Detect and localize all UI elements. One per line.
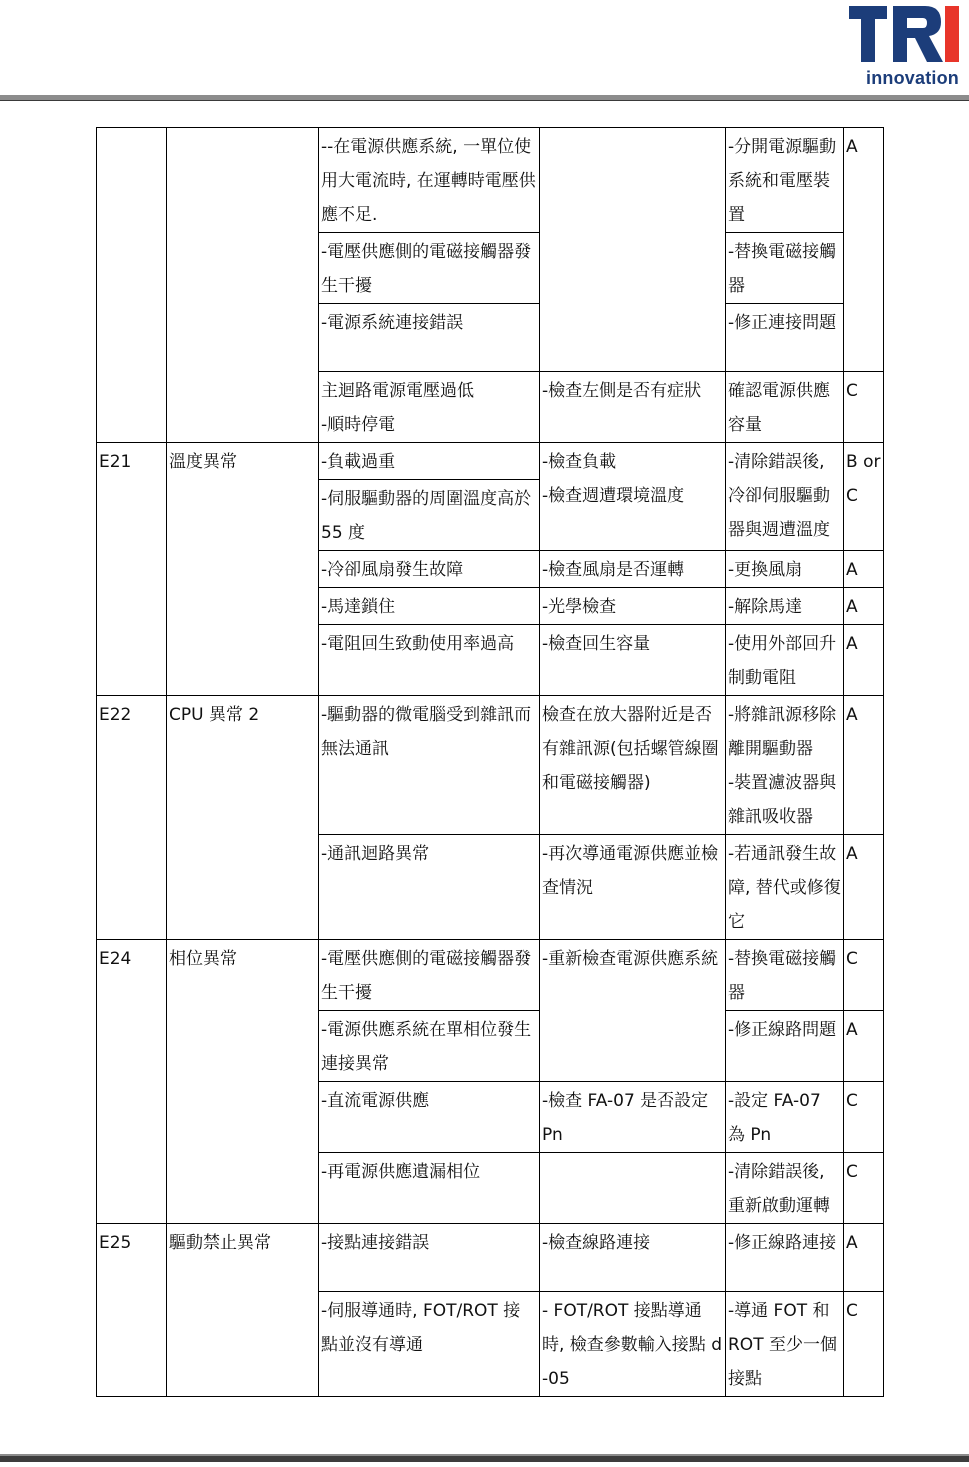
cause-cell: -電壓供應側的電磁接觸器發生干擾 — [319, 940, 540, 1011]
table-row — [97, 940, 884, 1011]
action-cell: -清除錯誤後, 重新啟動運轉 — [726, 1153, 844, 1224]
action-cell: -設定 FA-07 為 Pn — [726, 1082, 844, 1153]
check-cell: -光學檢查 — [540, 588, 726, 625]
header-rule — [0, 95, 969, 101]
action-cell: -將雜訊源移除離開驅動器 -裝置濾波器與雜訊吸收器 — [726, 696, 844, 835]
action-cell: 確認電源供應容量 — [726, 372, 844, 443]
action-cell: -更換風扇 — [726, 551, 844, 588]
error-name-cell: 驅動禁止異常 — [167, 1224, 319, 1397]
check-cell — [540, 128, 726, 372]
cause-cell: -電壓供應側的電磁接觸器發生干擾 — [319, 233, 540, 304]
reset-cell: A — [844, 128, 884, 372]
action-cell: -分開電源驅動系統和電壓裝置 — [726, 128, 844, 233]
check-cell: -再次導通電源供應並檢查情況 — [540, 835, 726, 940]
cause-cell: -電源系統連接錯誤 — [319, 304, 540, 372]
cause-cell: -電源供應系統在單相位發生連接異常 — [319, 1011, 540, 1082]
check-cell: -檢查風扇是否運轉 — [540, 551, 726, 588]
action-cell: -清除錯誤後, 冷卻伺服驅動器與週遭溫度 — [726, 443, 844, 551]
check-cell: 檢查在放大器附近是否有雜訊源(包括螺管線圈和電磁接觸器) — [540, 696, 726, 835]
reset-cell: B or C — [844, 443, 884, 551]
table-row — [97, 696, 884, 835]
check-cell: -檢查負載 -檢查週遭環境溫度 — [540, 443, 726, 551]
reset-cell: A — [844, 696, 884, 835]
reset-cell: C — [844, 940, 884, 1011]
reset-cell: A — [844, 588, 884, 625]
action-cell: -替換電磁接觸器 — [726, 940, 844, 1011]
action-cell: -使用外部回升制動電阻 — [726, 625, 844, 696]
action-cell: -修正連接問題 — [726, 304, 844, 372]
reset-cell: C — [844, 1153, 884, 1224]
reset-cell: A — [844, 551, 884, 588]
table-row — [97, 128, 884, 233]
table-row — [97, 443, 884, 480]
reset-cell: A — [844, 1011, 884, 1082]
cause-cell: 主迴路電源電壓過低 -順時停電 — [319, 372, 540, 443]
action-cell: -解除馬達 — [726, 588, 844, 625]
cause-cell: -再電源供應遺漏相位 — [319, 1153, 540, 1224]
tri-logo-mark — [845, 2, 963, 66]
action-cell: -替換電磁接觸器 — [726, 233, 844, 304]
cause-cell: -電阻回生致動使用率過高 — [319, 625, 540, 696]
cause-cell: -接點連接錯誤 — [319, 1224, 540, 1292]
reset-cell: A — [844, 1224, 884, 1292]
error-code-cell: E22 — [97, 696, 167, 940]
cause-cell: -伺服導通時, FOT/ROT 接點並沒有導通 — [319, 1292, 540, 1397]
reset-cell: C — [844, 1082, 884, 1153]
check-cell: -檢查回生容量 — [540, 625, 726, 696]
table-row — [97, 1224, 884, 1292]
cause-cell: -伺服驅動器的周圍溫度高於 55 度 — [319, 480, 540, 551]
error-name-cell: 相位異常 — [167, 940, 319, 1224]
action-cell: -修正線路問題 — [726, 1011, 844, 1082]
check-cell: -檢查左側是否有症狀 — [540, 372, 726, 443]
cause-cell: -負載過重 — [319, 443, 540, 480]
check-cell: -檢查線路連接 — [540, 1224, 726, 1292]
cause-cell: -通訊迴路異常 — [319, 835, 540, 940]
check-cell: - FOT/ROT 接點導通時, 檢查參數輸入接點 d-05 — [540, 1292, 726, 1397]
error-code-cell: E24 — [97, 940, 167, 1224]
error-name-cell: 溫度異常 — [167, 443, 319, 696]
reset-cell: C — [844, 1292, 884, 1397]
cause-cell: -冷卻風扇發生故障 — [319, 551, 540, 588]
error-name-cell — [167, 128, 319, 443]
check-cell: -重新檢查電源供應系統 — [540, 940, 726, 1082]
tri-innovation-logo — [845, 2, 963, 88]
action-cell: -若通訊發生故障, 替代或修復它 — [726, 835, 844, 940]
reset-cell: C — [844, 372, 884, 443]
footer-rule — [0, 1454, 969, 1462]
reset-cell: A — [844, 835, 884, 940]
error-name-cell: CPU 異常 2 — [167, 696, 319, 940]
check-cell — [540, 1153, 726, 1224]
cause-cell: -驅動器的微電腦受到雜訊而無法通訊 — [319, 696, 540, 835]
error-code-table — [96, 127, 884, 1397]
logo-subtitle: innovation — [866, 68, 959, 88]
action-cell: -導通 FOT 和 ROT 至少一個接點 — [726, 1292, 844, 1397]
cause-cell: -直流電源供應 — [319, 1082, 540, 1153]
cause-cell: -馬達鎖住 — [319, 588, 540, 625]
error-code-cell — [97, 128, 167, 443]
check-cell: -檢查 FA-07 是否設定 Pn — [540, 1082, 726, 1153]
action-cell: -修正線路連接 — [726, 1224, 844, 1292]
error-code-cell: E21 — [97, 443, 167, 696]
cause-cell: --在電源供應系統, 一單位使用大電流時, 在運轉時電壓供應不足. — [319, 128, 540, 233]
reset-cell: A — [844, 625, 884, 696]
error-code-cell: E25 — [97, 1224, 167, 1397]
